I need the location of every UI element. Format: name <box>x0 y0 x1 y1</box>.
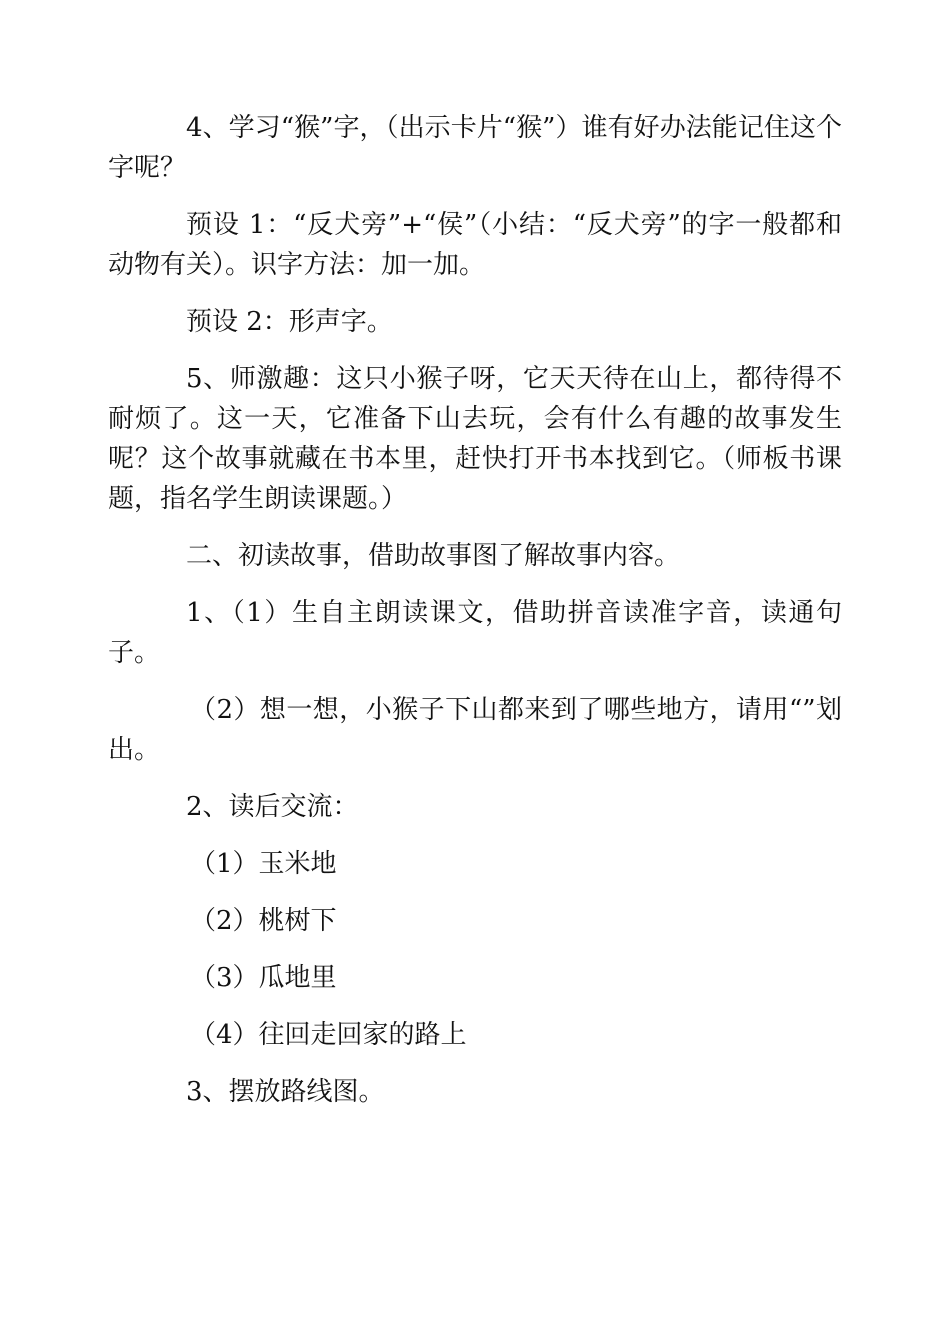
paragraph-route-map: 3、摆放路线图。 <box>186 1077 385 1107</box>
paragraph-preset-1: 预设 1：“反犬旁”+“侯”（小结：“反犬旁”的字一般都和动物有关）。识字方法：加一加。 <box>108 210 842 280</box>
paragraph-learn-hou-character: 4、学习“猴”字，（出示卡片“猴”）谁有好办法能记住这个字呢？ <box>108 113 842 183</box>
list-item-corn-field: （1）玉米地 <box>190 849 337 879</box>
document-body <box>108 108 842 1129</box>
list-item-way-home: （4）往回走回家的路上 <box>190 1020 467 1050</box>
list-item-melon-field: （3）瓜地里 <box>190 963 337 993</box>
section-heading-first-reading: 二、初读故事，借助故事图了解故事内容。 <box>186 541 681 571</box>
paragraph-self-reading: 1、（1）生自主朗读课文，借助拼音读准字音，读通句子。 <box>108 598 842 668</box>
list-item-peach-tree: （2）桃树下 <box>190 906 337 936</box>
paragraph-think-places: （2）想一想，小猴子下山都来到了哪些地方，请用“”划出。 <box>108 695 842 765</box>
paragraph-preset-2: 预设 2：形声字。 <box>186 307 393 337</box>
paragraph-discussion: 2、读后交流： <box>186 792 359 822</box>
paragraph-teacher-motivation: 5、师激趣：这只小猴子呀，它天天待在山上，都待得不耐烦了。这一天，它准备下山去玩，会有什么有趣的故事发生呢？这个故事就藏在书本里，赶快打开书本找到它。（师板书课题，指名学生朗读课题。） <box>108 364 842 514</box>
